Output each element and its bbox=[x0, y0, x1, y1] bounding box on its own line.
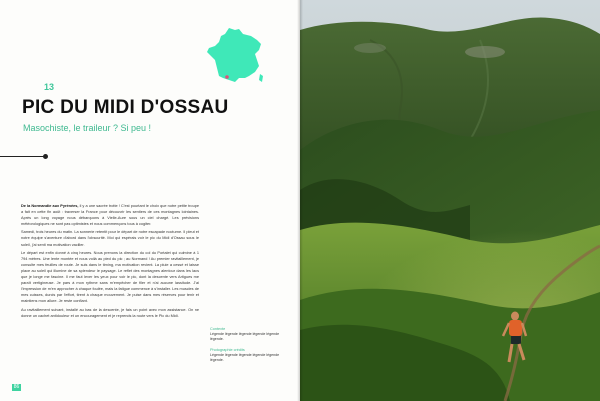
chapter-number: 13 bbox=[44, 82, 55, 92]
page-number: 86 bbox=[13, 384, 20, 390]
caption-text: Légende légende légende légende légende légende. bbox=[210, 332, 280, 341]
article-paragraph-text: il y a une sacrée trotte ! C'est pourtant le choix que notre petite troupe a fait en cette fin août : traverser la France pour découvrir les sentiers de ces montagnes lointaines. Après un long voyage nous débarquons à Vielle-Aure sous un ciel chargé. Les prévisions météorologiques ne sont pas optimistes et nous commençons tous à cogiter. bbox=[21, 204, 199, 227]
article-paragraph: Samedi, trois heures du matin. La sonnerie retentit pour le départ de notre escapade nocturne. Il pleut et notre équipe s'aventure d'abord dans l'obscurité. Moi qui espérais voir le pic du Midi d'Ossau sous le soleil, j'ai senti ma motivation vaciller. bbox=[21, 230, 199, 247]
page-title: PIC DU MIDI D'OSSAU bbox=[22, 97, 229, 118]
article-paragraph: Au ravitaillement suivant, installé au bas de la descente, je fais un point avec mon assistance. On ne donne un cachet antidouleur et un encouragement et je reprends la route vers le Pic du Midi. bbox=[21, 307, 199, 318]
location-marker-icon bbox=[225, 75, 229, 79]
caption-text: Légende légende légende légende légende légende. bbox=[210, 353, 280, 362]
divider-dot bbox=[43, 154, 48, 159]
page-subtitle: Masochiste, le traileur ? Si peu ! bbox=[23, 123, 152, 133]
caption-group bbox=[210, 327, 280, 342]
france-map-icon bbox=[205, 26, 265, 88]
article-paragraph bbox=[21, 203, 199, 227]
mountain-trail-runner-photo bbox=[300, 0, 600, 401]
article-paragraph: Le départ est enfin donné à cinq heures. Nous prenons la direction du col du Portalet qui culmine à 1 794 mètres. Une lente montée et nous voilà au pied du pic ; au Normand ! Au premier ravitaillement, je consulte mes feuilles de route. Je suis dans le timing, ma motivation revient. La pluie a cessé et laisse place au soleil qui illumine de sa splendeur le paysage. Le reflet des montagnes alentour dans les lacs que je longe me fascine. Il me faut lever les yeux pour voir le pic, dont la descente vers Artigues me paraît vertigineuse. Je pars à mon rythme sans m'empêcher de filer et n'ai aucune lassitude. J'ai l'impression de m'en approcher à chaque foulée, mais la fatigue commence à s'installer. Les muscles de mes cuisses, durcis par l'effort, tirent à chaque mouvement. Je puise dans mes réserves pour tenir et maintiens mon allure. Je reste confiant. bbox=[21, 250, 199, 304]
divider-line bbox=[0, 156, 44, 157]
spread-gutter bbox=[297, 0, 303, 401]
sidebar-captions bbox=[210, 327, 280, 369]
article-body bbox=[21, 203, 199, 321]
caption-label: Contexte bbox=[210, 327, 226, 331]
article-lead: De la Normandie aux Pyrénées, bbox=[21, 204, 79, 208]
caption-group bbox=[210, 348, 280, 363]
caption-label: Photographie crédits bbox=[210, 348, 245, 352]
right-page-photo bbox=[300, 0, 600, 401]
